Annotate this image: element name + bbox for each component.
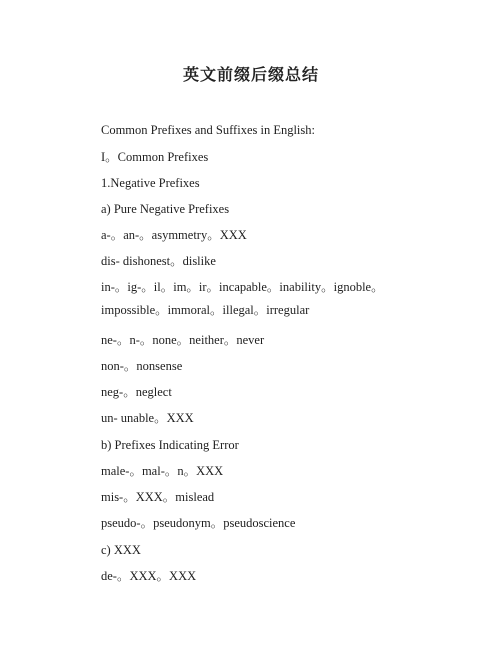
category-heading: b) Prefixes Indicating Error [101,438,239,452]
prefix-entry: ne-。n-。none。neither。never [101,333,265,347]
prefix-entry: in-。ig-。il。im。ir。incapable。inability。ignoble。impossible。immoral。illegal。irregular [101,280,384,317]
intro-line: Common Prefixes and Suffixes in English: [101,123,315,137]
prefix-entry: de-。XXX。XXX [101,569,197,583]
section-heading: I。Common Prefixes [101,150,209,164]
category-heading: a) Pure Negative Prefixes [101,202,230,216]
prefix-entry: neg-。neglect [101,385,172,399]
subsection-heading: 1.Negative Prefixes [101,176,200,190]
prefix-entry: mis-。XXX。mislead [101,490,215,504]
prefix-entry: pseudo-。pseudonym。pseudoscience [101,516,296,530]
prefix-entry: dis- dishonest。dislike [101,254,216,268]
prefix-entry: un- unable。XXX [101,411,194,425]
document-title: 英文前缀后缀总结 [182,65,319,84]
prefix-entry: non-。nonsense [101,359,183,373]
category-heading: c) XXX [101,543,141,557]
prefix-entry: a-。an-。asymmetry。XXX [101,228,247,242]
prefix-entry: male-。mal-。n。XXX [101,464,224,478]
